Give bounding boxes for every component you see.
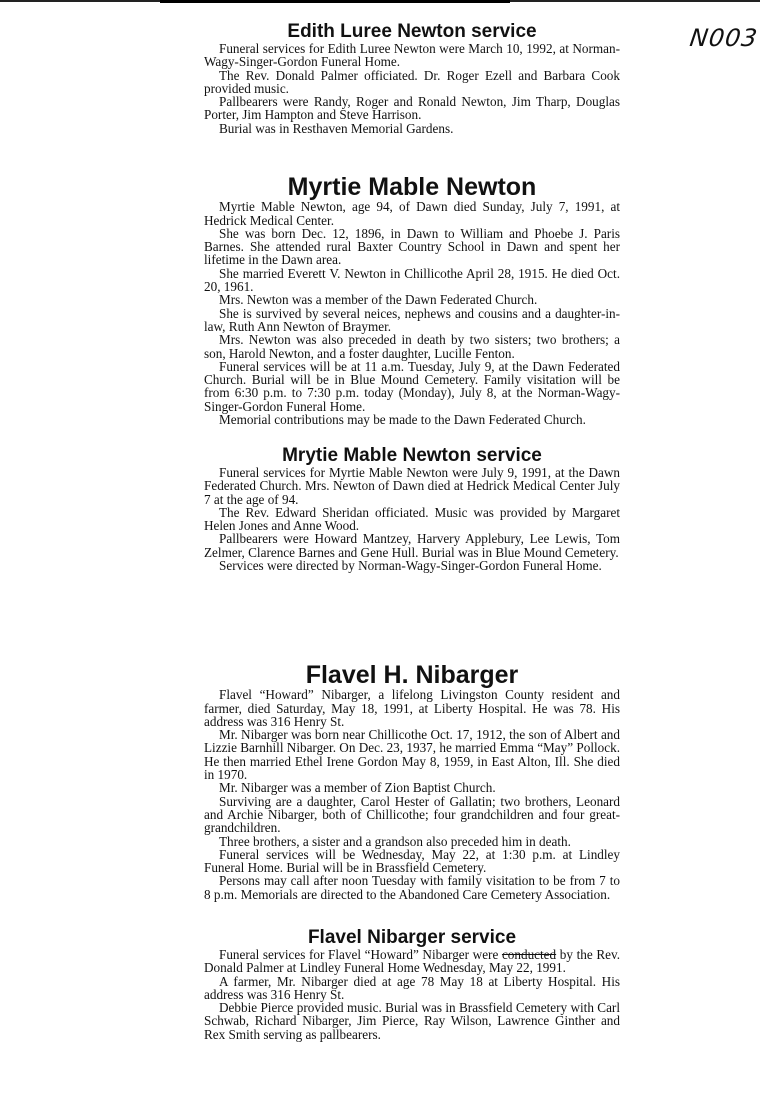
article-paragraph: Mr. Nibarger was born near Chillicothe Oct. 17, 1912, the son of Albert and Lizzie Barnhill Nibarger. On Dec. 23, 1937, he married Emma “May” Pollock. He then married Ethel Irene Gordon May 8, 1959, in East Alton, Ill. She died in 1970. xyxy=(204,727,620,783)
article-myrtie-newton-service xyxy=(204,446,620,572)
article-paragraph: Funeral services for Edith Luree Newton were March 10, 1992, at Norman-Wagy-Singer-Gordon Funeral Home. xyxy=(204,40,620,70)
article-headline: Edith Luree Newton service xyxy=(287,21,537,42)
handwritten-document-id: N003 xyxy=(688,24,760,52)
article-paragraph: A farmer, Mr. Nibarger died at age 78 May 18 at Liberty Hospital. His address was 316 Henry St. xyxy=(204,973,620,1002)
article-paragraph: Services were directed by Norman-Wagy-Singer-Gordon Funeral Home. xyxy=(219,558,602,574)
article-paragraph: Mrs. Newton was a member of the Dawn Federated Church. xyxy=(219,292,538,308)
article-paragraph: Funeral services for Myrtie Mable Newton were July 9, 1991, at the Dawn Federated Church. Mrs. Newton of Dawn died at Hedrick Medical Center July 7 at the age of 94. xyxy=(204,464,620,507)
article-paragraph: Burial was in Resthaven Memorial Gardens. xyxy=(219,120,454,136)
article-headline: Flavel Nibarger service xyxy=(307,927,517,948)
article-headline: Flavel H. Nibarger xyxy=(305,661,519,689)
article-paragraph: Surviving are a daughter, Carol Hester of Gallatin; two brothers, Leonard and Archie Nibarger, both of Chillicothe; four grandchildren and four great-grandchildren. xyxy=(204,793,620,836)
article-paragraph: Pallbearers were Howard Mantzey, Harvery Applebury, Lee Lewis, Tom Zelmer, Clarence Barnes and Gene Hull. Burial was in Blue Mound Cemetery. xyxy=(204,531,620,560)
article-paragraph: Mrs. Newton was also preceded in death by two sisters; two brothers; a son, Harold Newton, and a foster daughter, Lucille Fenton. xyxy=(204,332,620,361)
article-paragraph: The Rev. Donald Palmer officiated. Dr. Roger Ezell and Barbara Cook provided music. xyxy=(204,67,620,96)
article-myrtie-newton-obituary xyxy=(204,174,620,426)
article-headline: Myrtie Mable Newton xyxy=(287,173,537,201)
article-edith-newton-service xyxy=(204,22,620,135)
article-paragraph: Funeral services will be at 11 a.m. Tuesday, July 9, at the Dawn Federated Church. Burial will be in Blue Mound Cemetery. Family visitation will be from 6:30 p.m. to 7:30 p.m. today (Monday), July 8, at the Norman-Wagy-Singer-Gordon Funeral Home. xyxy=(204,358,620,414)
text-run: by the Rev. Donald Palmer at Lindley Funeral Home Wednesday, May 22, 1991. xyxy=(204,946,621,976)
article-paragraph: The Rev. Edward Sheridan officiated. Music was provided by Margaret Helen Jones and Anne Wood. xyxy=(204,504,620,534)
article-paragraph: Myrtie Mable Newton, age 94, of Dawn died Sunday, July 7, 1991, at Hedrick Medical Center. xyxy=(204,199,620,228)
article-paragraph: Mr. Nibarger was a member of Zion Baptist Church. xyxy=(219,780,496,796)
article-paragraph: Flavel “Howard” Nibarger, a lifelong Livingston County resident and farmer, died Saturday, May 18, 1991, at Liberty Hospital. He was 78. His address was 316 Henry St. xyxy=(204,687,620,729)
article-paragraph xyxy=(204,948,620,975)
article-paragraph: Memorial contributions may be made to the Dawn Federated Church. xyxy=(219,412,586,427)
article-paragraph: She married Everett V. Newton in Chillicothe April 28, 1915. He died Oct. 20, 1961. xyxy=(204,265,620,295)
article-flavel-nibarger-service xyxy=(204,928,620,1041)
article-paragraph: Pallbearers were Randy, Roger and Ronald Newton, Jim Tharp, Douglas Porter, Jim Hampton and Steve Harrison. xyxy=(204,94,620,123)
struck-word: conducted xyxy=(501,946,557,962)
text-run: Funeral services for Flavel “Howard” Nibarger were xyxy=(219,946,502,962)
article-paragraph: She was born Dec. 12, 1896, in Dawn to William and Phoebe J. Paris Barnes. She attended rural Baxter Country School in Dawn and spent her lifetime in the Dawn area. xyxy=(204,225,620,268)
article-paragraph: She is survived by several neices, nephews and cousins and a daughter-in-law, Ruth Ann Newton of Braymer. xyxy=(204,305,620,334)
article-paragraph: Funeral services will be Wednesday, May 22, at 1:30 p.m. at Lindley Funeral Home. Burial will be in Brassfield Cemetery. xyxy=(204,846,620,876)
article-flavel-nibarger-obituary xyxy=(204,662,620,901)
scan-top-border-dark xyxy=(160,0,510,3)
article-paragraph: Persons may call after noon Tuesday with family visitation to be from 7 to 8 p.m. Memorials are directed to the Abandoned Care Cemetery Association. xyxy=(204,873,620,902)
article-headline: Mrytie Mable Newton service xyxy=(282,445,542,466)
article-paragraph: Debbie Pierce provided music. Burial was in Brassfield Cemetery with Carl Schwab, Richard Nibarger, Jim Pierce, Ray Wilson, Lawrence Ginther and Rex Smith serving as pallbearers. xyxy=(204,1000,620,1042)
article-paragraph: Three brothers, a sister and a grandson also preceded him in death. xyxy=(219,833,571,849)
